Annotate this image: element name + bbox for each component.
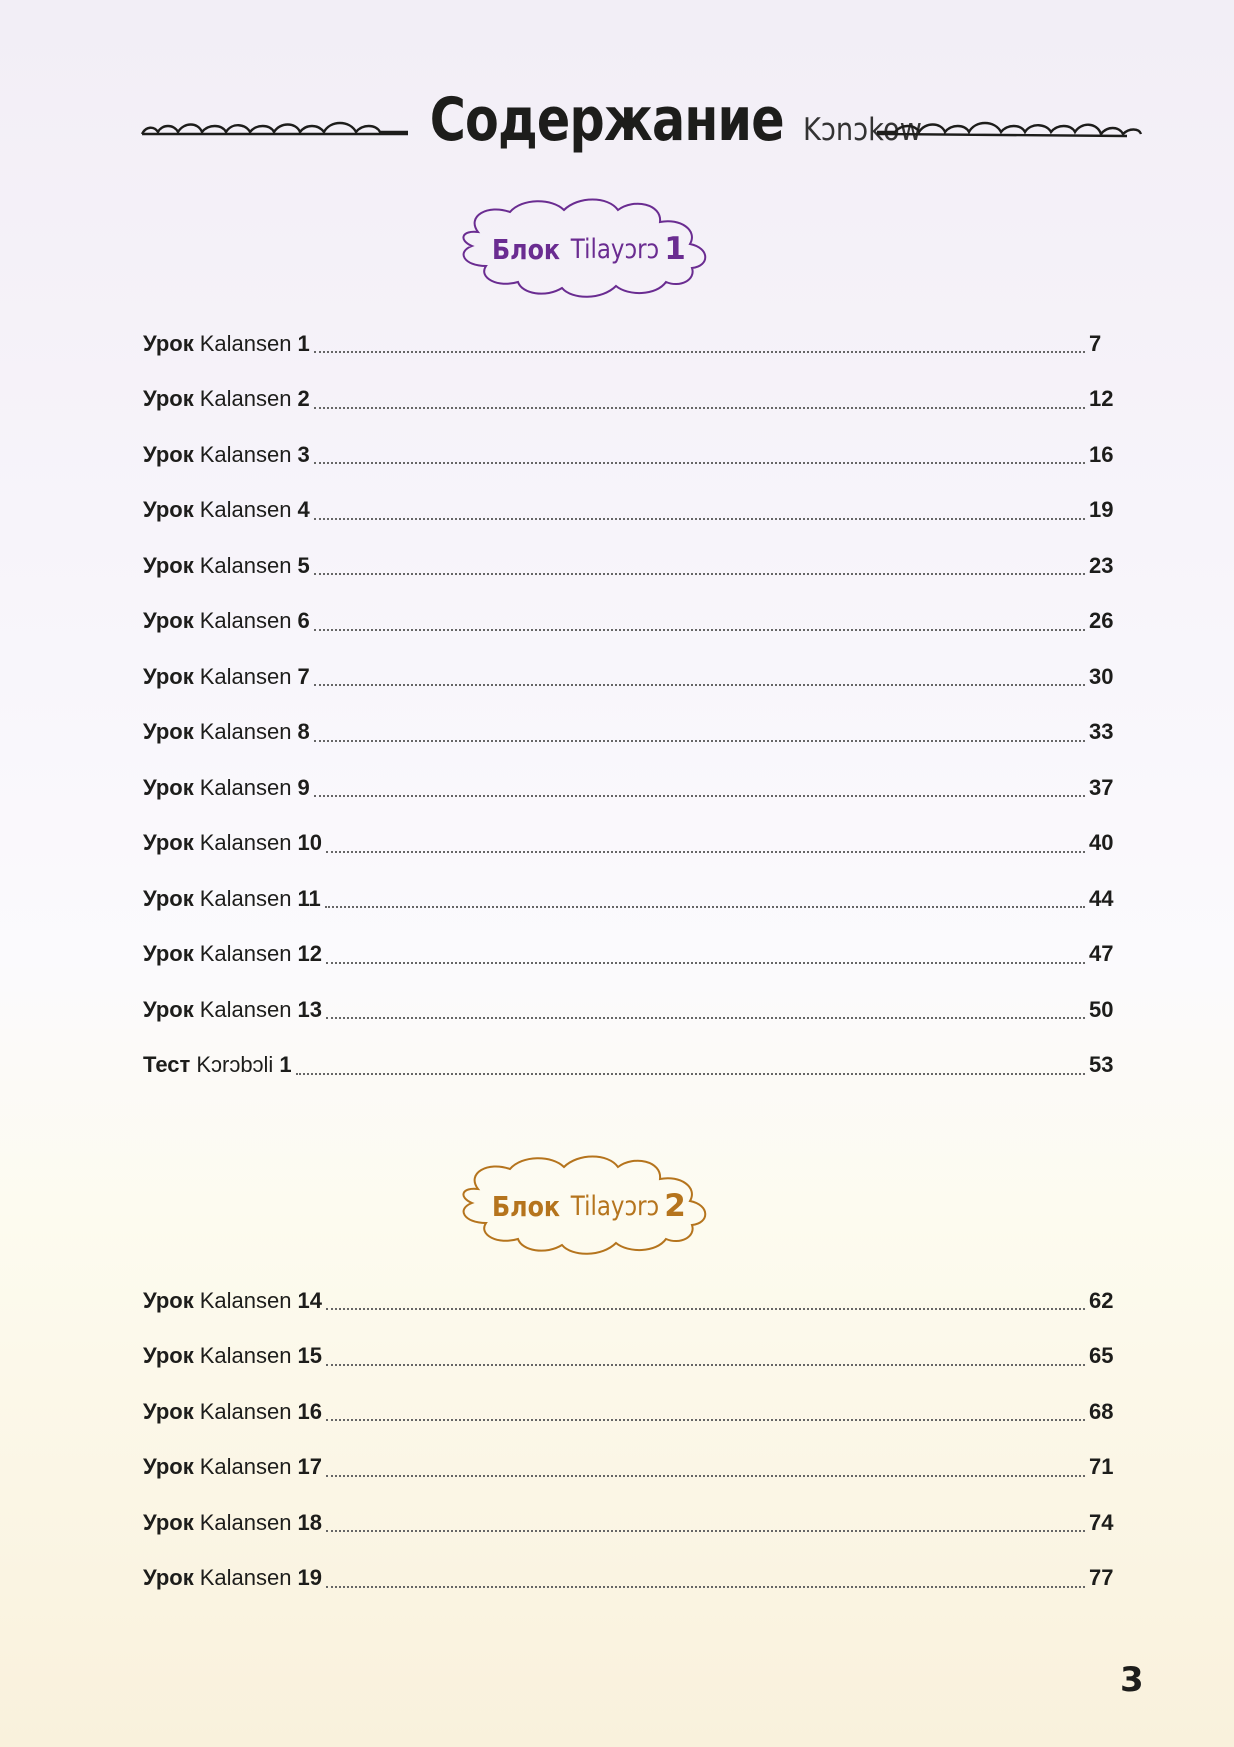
page-number: 3 bbox=[1120, 1660, 1144, 1700]
toc-entry-local: Kalansen bbox=[199, 830, 292, 856]
toc-entry-number: 1 bbox=[297, 330, 310, 356]
toc-entry-type: Урок bbox=[143, 885, 194, 911]
dot-leader bbox=[326, 1527, 1085, 1532]
toc-entry-type: Урок bbox=[143, 330, 194, 356]
toc-entry[interactable] bbox=[143, 1384, 1119, 1440]
dot-leader bbox=[314, 515, 1085, 520]
toc-entry-page: 23 bbox=[1089, 552, 1114, 578]
toc-entry-number: 12 bbox=[297, 941, 322, 967]
block-2-label bbox=[448, 1153, 724, 1259]
toc-entry-local: Kalansen bbox=[199, 441, 292, 467]
toc-entry-number: 1 bbox=[279, 1052, 292, 1078]
toc-entry-number: 4 bbox=[297, 497, 310, 523]
dot-leader bbox=[326, 1472, 1085, 1477]
block-1-badge bbox=[448, 196, 724, 302]
toc-entry-type: Урок bbox=[143, 941, 194, 967]
toc-entry-page: 62 bbox=[1089, 1287, 1114, 1313]
block-2-number: 2 bbox=[664, 1188, 686, 1224]
toc-entry-local: Kalansen bbox=[199, 330, 292, 356]
toc-entry[interactable] bbox=[143, 760, 1119, 816]
dot-leader bbox=[314, 348, 1085, 353]
toc-entry-local: Kalansen bbox=[199, 1509, 292, 1535]
dot-leader bbox=[326, 959, 1085, 964]
toc-entry-type: Урок bbox=[143, 1343, 194, 1369]
toc-entry-type: Урок bbox=[143, 552, 194, 578]
toc-entry-type: Урок bbox=[143, 386, 194, 412]
toc-entry[interactable] bbox=[143, 982, 1119, 1038]
toc-entry-type: Урок bbox=[143, 774, 194, 800]
toc-entry-page: 26 bbox=[1089, 608, 1114, 634]
toc-entry-page: 16 bbox=[1089, 441, 1114, 467]
toc-entry[interactable] bbox=[143, 316, 1119, 372]
toc-entry-number: 17 bbox=[297, 1454, 322, 1480]
toc-entry-type: Урок bbox=[143, 1398, 194, 1424]
page-header bbox=[140, 85, 1145, 165]
toc-entry[interactable] bbox=[143, 1038, 1119, 1094]
toc-entry-number: 8 bbox=[297, 719, 310, 745]
toc-entry-type: Урок bbox=[143, 441, 194, 467]
toc-entry[interactable] bbox=[143, 1273, 1119, 1329]
toc-entry-number: 2 bbox=[297, 386, 310, 412]
dot-leader bbox=[314, 404, 1085, 409]
dot-leader bbox=[326, 1583, 1085, 1588]
left-squiggle-decoration bbox=[140, 118, 410, 142]
toc-entry[interactable] bbox=[143, 927, 1119, 983]
toc-entry[interactable] bbox=[143, 538, 1119, 594]
page-title: Содержание bbox=[429, 85, 784, 155]
toc-entry-page: 19 bbox=[1089, 497, 1114, 523]
toc-entry-local: Kalansen bbox=[199, 552, 292, 578]
toc-entry-page: 30 bbox=[1089, 663, 1114, 689]
toc-entry-page: 65 bbox=[1089, 1343, 1114, 1369]
toc-entry-local: Kalansen bbox=[199, 1398, 292, 1424]
toc-entry-local: Kalansen bbox=[199, 774, 292, 800]
toc-entry-number: 10 bbox=[297, 830, 322, 856]
toc-entry-local: Kalansen bbox=[199, 941, 292, 967]
toc-entry-number: 18 bbox=[297, 1509, 322, 1535]
toc-entry[interactable] bbox=[143, 1440, 1119, 1496]
toc-entry-page: 7 bbox=[1089, 330, 1102, 356]
block-1-label bbox=[448, 196, 724, 302]
block-1-label-ru: Блок bbox=[492, 232, 561, 266]
toc-entry-number: 14 bbox=[297, 1287, 322, 1313]
toc-entry-page: 40 bbox=[1089, 830, 1114, 856]
toc-entry[interactable] bbox=[143, 649, 1119, 705]
toc-entry-local: Kalansen bbox=[199, 1287, 292, 1313]
toc-entry-local: Kalansen bbox=[199, 719, 292, 745]
toc-entry-number: 13 bbox=[297, 996, 322, 1022]
dot-leader bbox=[326, 1305, 1085, 1310]
toc-entry-type: Урок bbox=[143, 996, 194, 1022]
toc-entry[interactable] bbox=[143, 705, 1119, 761]
toc-entry-number: 16 bbox=[297, 1398, 322, 1424]
toc-entry-page: 53 bbox=[1089, 1052, 1114, 1078]
block-2-label-ru: Блок bbox=[492, 1189, 561, 1223]
dot-leader bbox=[326, 1361, 1085, 1366]
toc-entry-page: 71 bbox=[1089, 1454, 1114, 1480]
toc-entry-type: Урок bbox=[143, 1454, 194, 1480]
toc-entry-local: Kalansen bbox=[199, 996, 292, 1022]
toc-entry[interactable] bbox=[143, 1495, 1119, 1551]
title-group bbox=[425, 85, 923, 155]
toc-entry[interactable] bbox=[143, 1329, 1119, 1385]
right-squiggle-decoration bbox=[875, 118, 1145, 142]
toc-entry-type: Урок bbox=[143, 1287, 194, 1313]
toc-list-block-1 bbox=[143, 316, 1119, 1093]
toc-entry-number: 5 bbox=[297, 552, 310, 578]
toc-entry-number: 11 bbox=[297, 885, 321, 911]
toc-entry-page: 33 bbox=[1089, 719, 1114, 745]
toc-entry-page: 44 bbox=[1089, 885, 1114, 911]
toc-entry-number: 19 bbox=[297, 1565, 322, 1591]
toc-entry[interactable] bbox=[143, 427, 1119, 483]
toc-entry-page: 50 bbox=[1089, 996, 1114, 1022]
toc-entry-local: Kalansen bbox=[199, 386, 292, 412]
toc-entry-page: 47 bbox=[1089, 941, 1114, 967]
dot-leader bbox=[296, 1070, 1085, 1075]
toc-entry-type: Урок bbox=[143, 663, 194, 689]
dot-leader bbox=[314, 570, 1085, 575]
toc-entry-page: 37 bbox=[1089, 774, 1114, 800]
toc-entry-local: Kalansen bbox=[199, 885, 292, 911]
toc-entry-local: Kalansen bbox=[199, 1565, 292, 1591]
toc-entry-local: Kɔrɔbɔli bbox=[196, 1052, 274, 1078]
toc-entry-type: Урок bbox=[143, 497, 194, 523]
dot-leader bbox=[314, 792, 1085, 797]
block-2-badge bbox=[448, 1153, 724, 1259]
toc-entry-number: 6 bbox=[297, 608, 310, 634]
toc-entry[interactable] bbox=[143, 483, 1119, 539]
dot-leader bbox=[325, 903, 1085, 908]
toc-entry-type: Урок bbox=[143, 1509, 194, 1535]
toc-entry-type: Урок bbox=[143, 1565, 194, 1591]
toc-entry-type: Тест bbox=[143, 1052, 191, 1078]
toc-entry-number: 7 bbox=[297, 663, 310, 689]
dot-leader bbox=[326, 1416, 1085, 1421]
toc-entry[interactable] bbox=[143, 594, 1119, 650]
toc-entry[interactable] bbox=[143, 871, 1119, 927]
dot-leader bbox=[314, 681, 1085, 686]
dot-leader bbox=[314, 737, 1085, 742]
block-1-label-local: Tilayɔrɔ bbox=[571, 233, 660, 265]
toc-entry-local: Kalansen bbox=[199, 1454, 292, 1480]
toc-entry-number: 15 bbox=[297, 1343, 322, 1369]
toc-entry-page: 77 bbox=[1089, 1565, 1114, 1591]
block-2-label-local: Tilayɔrɔ bbox=[571, 1190, 660, 1222]
dot-leader bbox=[314, 626, 1085, 631]
toc-entry[interactable] bbox=[143, 1551, 1119, 1607]
toc-entry-page: 68 bbox=[1089, 1398, 1114, 1424]
toc-entry[interactable] bbox=[143, 816, 1119, 872]
toc-entry-number: 3 bbox=[297, 441, 310, 467]
dot-leader bbox=[326, 1014, 1085, 1019]
toc-entry-page: 74 bbox=[1089, 1509, 1114, 1535]
dot-leader bbox=[326, 848, 1085, 853]
toc-entry-local: Kalansen bbox=[199, 1343, 292, 1369]
toc-entry-number: 9 bbox=[297, 774, 310, 800]
dot-leader bbox=[314, 459, 1085, 464]
toc-list-block-2 bbox=[143, 1273, 1119, 1606]
toc-entry-type: Урок bbox=[143, 830, 194, 856]
toc-entry-local: Kalansen bbox=[199, 663, 292, 689]
toc-entry-local: Kalansen bbox=[199, 497, 292, 523]
block-1-number: 1 bbox=[664, 231, 686, 267]
toc-entry-type: Урок bbox=[143, 719, 194, 745]
toc-entry[interactable] bbox=[143, 372, 1119, 428]
toc-entry-local: Kalansen bbox=[199, 608, 292, 634]
page-subtitle: Kɔnɔkow bbox=[803, 112, 923, 148]
toc-entry-page: 12 bbox=[1089, 386, 1114, 412]
toc-entry-type: Урок bbox=[143, 608, 194, 634]
